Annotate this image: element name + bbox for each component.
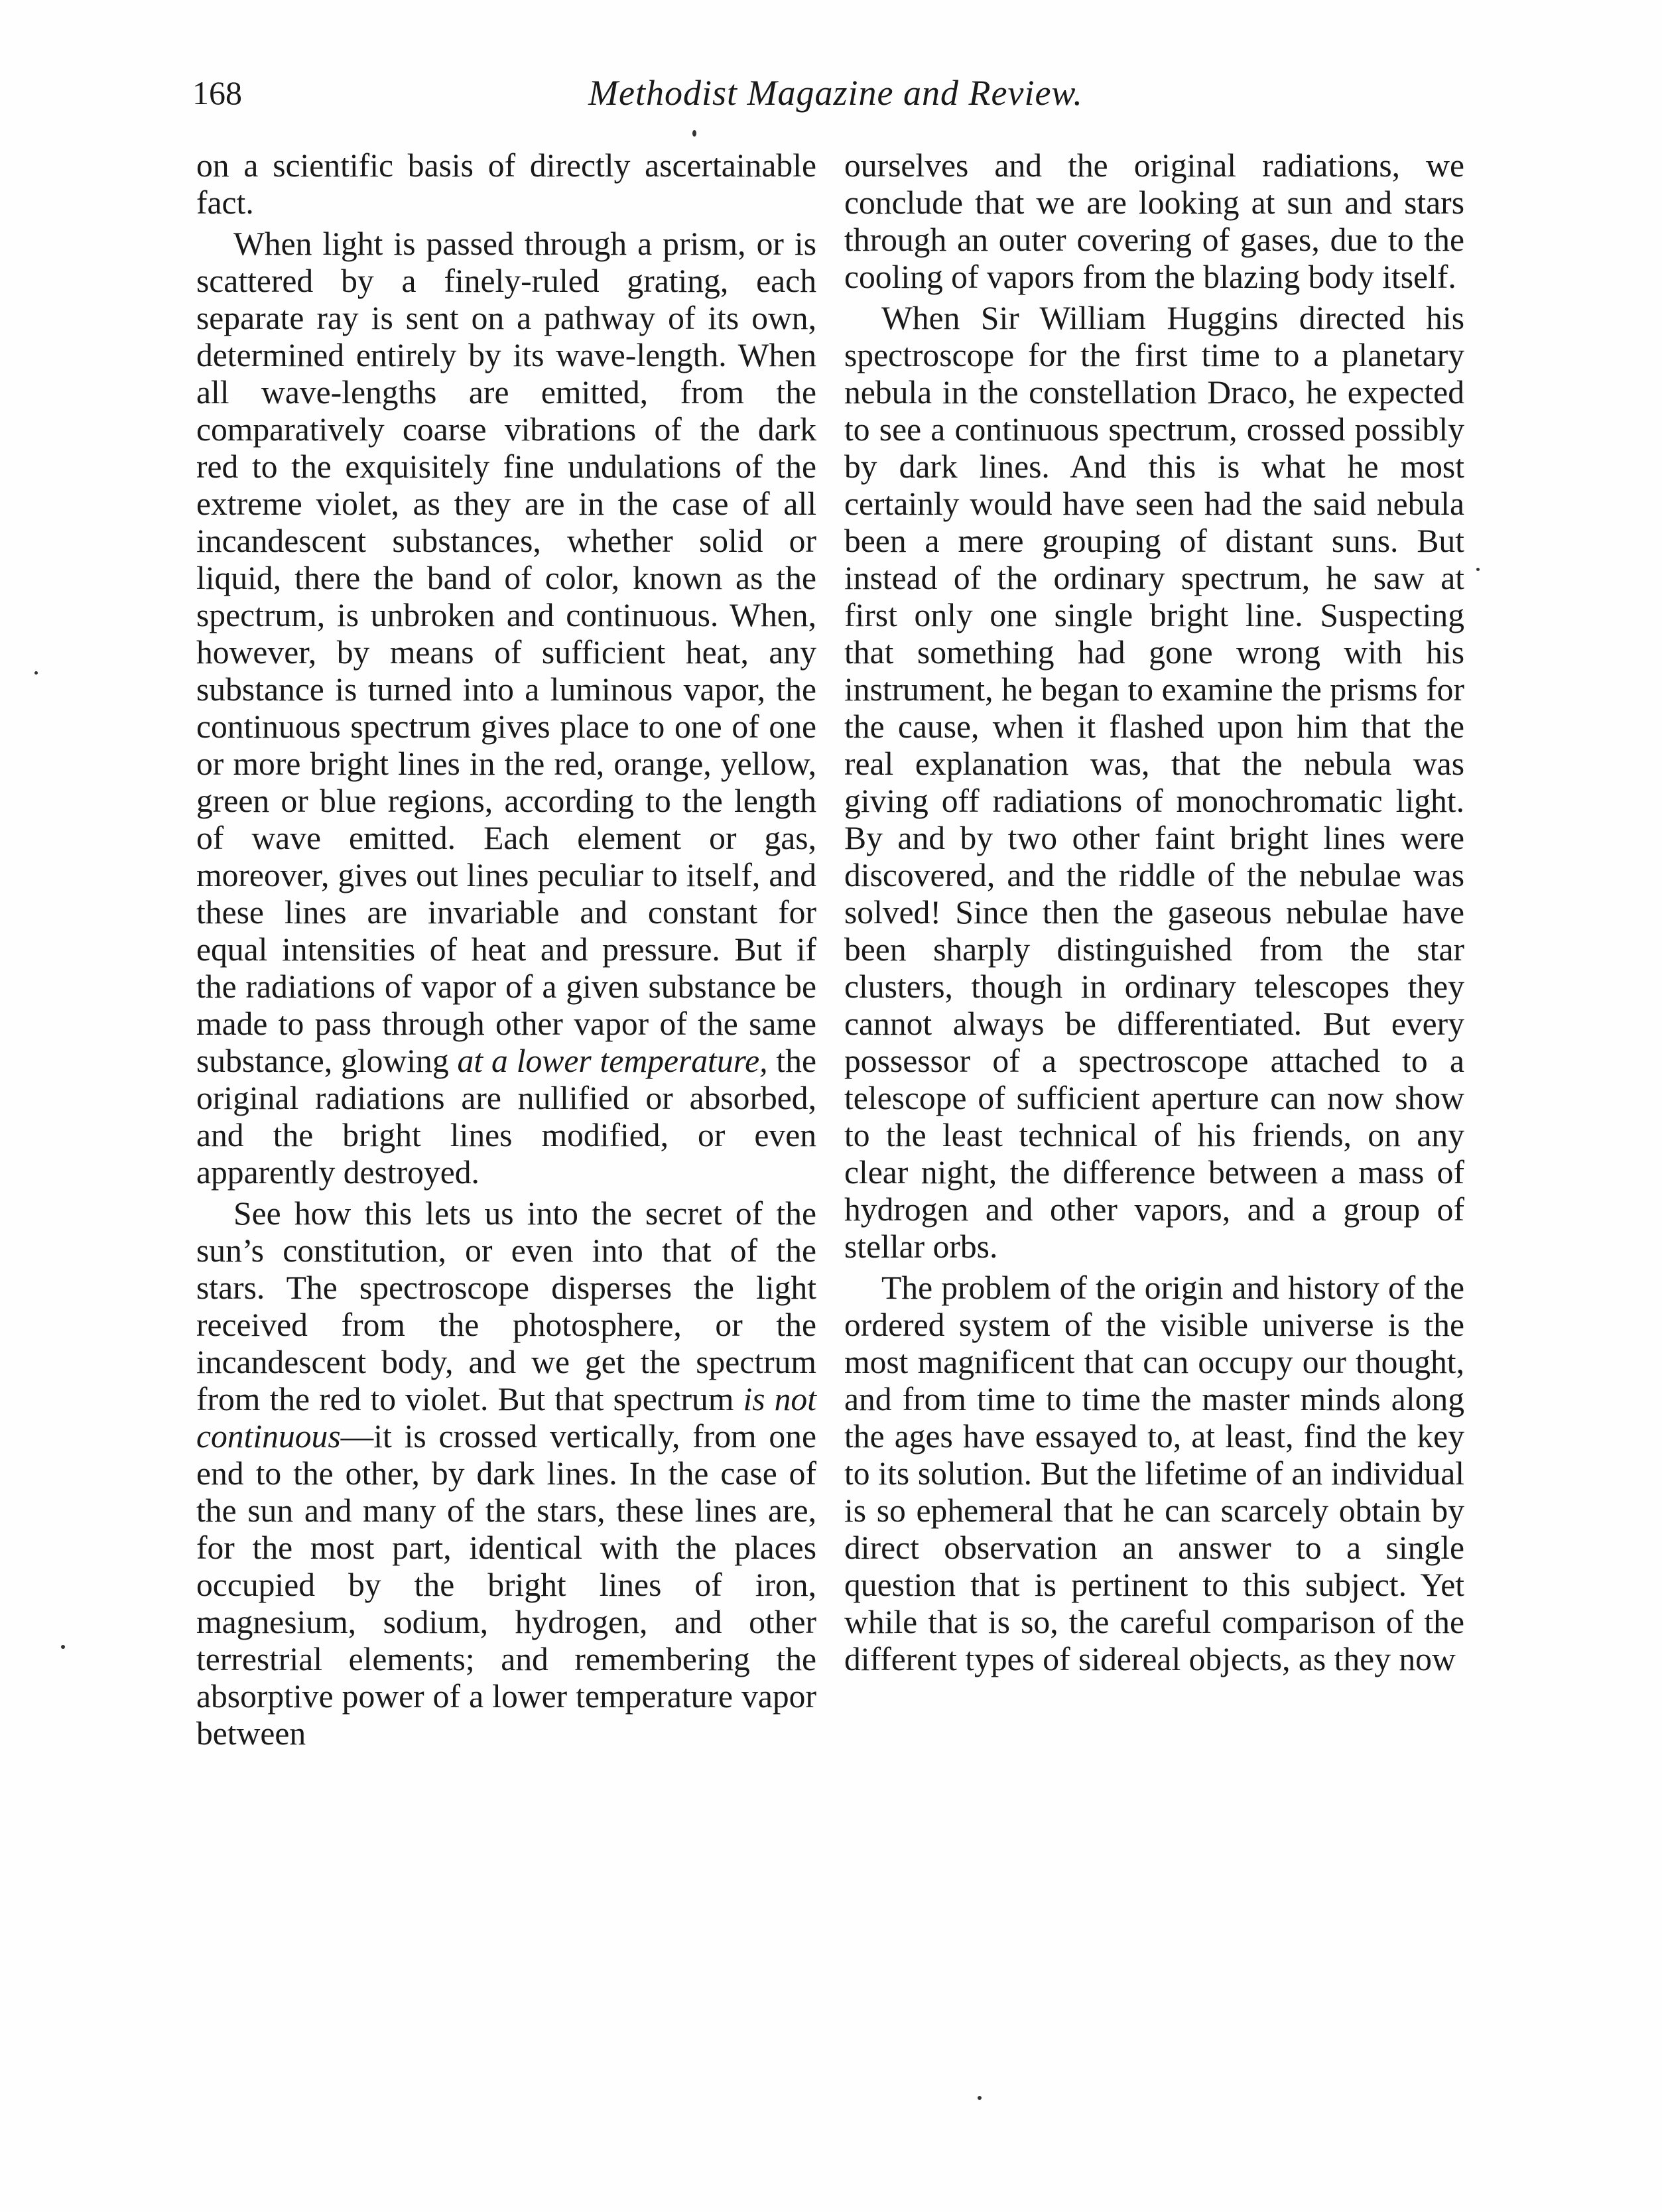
left-paragraph-3-text: See how this lets us into the secret of the sun’s constitution, or even into that of the stars. The spectroscope disperses the light received from the photosphere, or the incandescent body, and we get the spectrum from the red to violet. But that spectrum bbox=[196, 1195, 816, 1417]
right-column bbox=[844, 147, 1464, 1678]
right-paragraph-2: When Sir William Huggins directed his spectroscope for the first time to a planetary nebula in the constellation Draco, he expected to see a continuous spectrum, crossed possibly by dark lines. And this is what he most certainly would have seen had the said nebula been a mere grouping of distant suns. But instead of the ordinary spectrum, he saw at first only one single bright line. Suspecting that something had gone wrong with his instrument, he began to examine the prisms for the cause, when it flashed upon him that the real explanation was, that the nebula was giving off radiations of monochromatic light. By and by two other faint bright lines were discovered, and the riddle of the nebulae was solved! Since then the gaseous nebulae have been sharply distinguished from the star clusters, though in ordinary telescopes they cannot always be differentiated. But every possessor of a spectroscope attached to a telescope of sufficient aperture can now show to the least technical of his friends, on any clear night, the difference between a mass of hydrogen and other vapors, and a group of stellar orbs. bbox=[844, 300, 1464, 1265]
journal-title: Methodist Magazine and Review. bbox=[588, 73, 1083, 113]
right-paragraph-3: The problem of the origin and history of the ordered system of the visible universe is the most magnificent that can occupy our thought, and from time to time the master minds along the ages have essayed to, at least, find the key to its solution. But the lifetime of an individual is so ephemeral that he can scarcely obtain by direct observation an answer to a single question that is pertinent to this subject. Yet while that is so, the careful comparison of the different types of sidereal objects, as they now bbox=[844, 1269, 1464, 1677]
print-speck bbox=[1476, 568, 1480, 571]
left-paragraph-1: on a scientific basis of directly ascertainable fact. bbox=[196, 147, 816, 221]
left-paragraph-3-end: —it is crossed vertically, from one end to the other, by dark lines. In the case of the sun and many of the stars, these lines are, for the most part, identical with the places occupied by the bright lines of iron, magnesium, sodium, hydrogen, and other terrestrial elements; and remembering the absorptive power of a lower temperature vapor between bbox=[196, 1418, 816, 1752]
left-paragraph-2-end: the original radiations are nullified or absorbed, and the bright lines modified, or even apparently destroyed. bbox=[196, 1043, 816, 1191]
print-speck bbox=[692, 130, 696, 137]
print-speck bbox=[34, 671, 38, 675]
left-paragraph-2-text: When light is passed through a prism, or is scattered by a finely-ruled grating, each separate ray is sent on a pathway of its own, determined entirely by its wave-length. When all wave-lengths are emitted, from the comparatively coarse vibrations of the dark red to the exquisitely fine undulations of the extreme violet, as they are in the case of all incandescent substances, whether solid or liquid, there the band of color, known as the spectrum, is unbroken and continuous. When, however, by means of sufficient heat, any substance is turned into a luminous vapor, the continuous spectrum gives place to one of one or more bright lines in the red, orange, yellow, green or blue regions, according to the length of wave emitted. Each element or gas, moreover, gives out lines peculiar to itself, and these lines are invariable and constant for equal intensities of heat and pressure. But if the radiations of vapor of a given substance be made to pass through other vapor of the same substance, glowing bbox=[196, 226, 816, 1079]
left-paragraph-2 bbox=[196, 226, 816, 1191]
right-paragraph-1: ourselves and the original radiations, we conclude that we are looking at sun and stars through an outer covering of gases, due to the cooling of vapors from the blazing body itself. bbox=[844, 147, 1464, 295]
running-head bbox=[192, 66, 1479, 119]
left-paragraph-2-italic: at a lower temperature, bbox=[457, 1043, 768, 1079]
print-speck bbox=[61, 1645, 65, 1649]
left-paragraph-3 bbox=[196, 1195, 816, 1752]
left-paragraph-3-italic: is not continuous bbox=[196, 1381, 816, 1455]
print-speck bbox=[978, 2096, 982, 2100]
page-number: 168 bbox=[192, 74, 242, 111]
left-column bbox=[196, 147, 816, 1752]
